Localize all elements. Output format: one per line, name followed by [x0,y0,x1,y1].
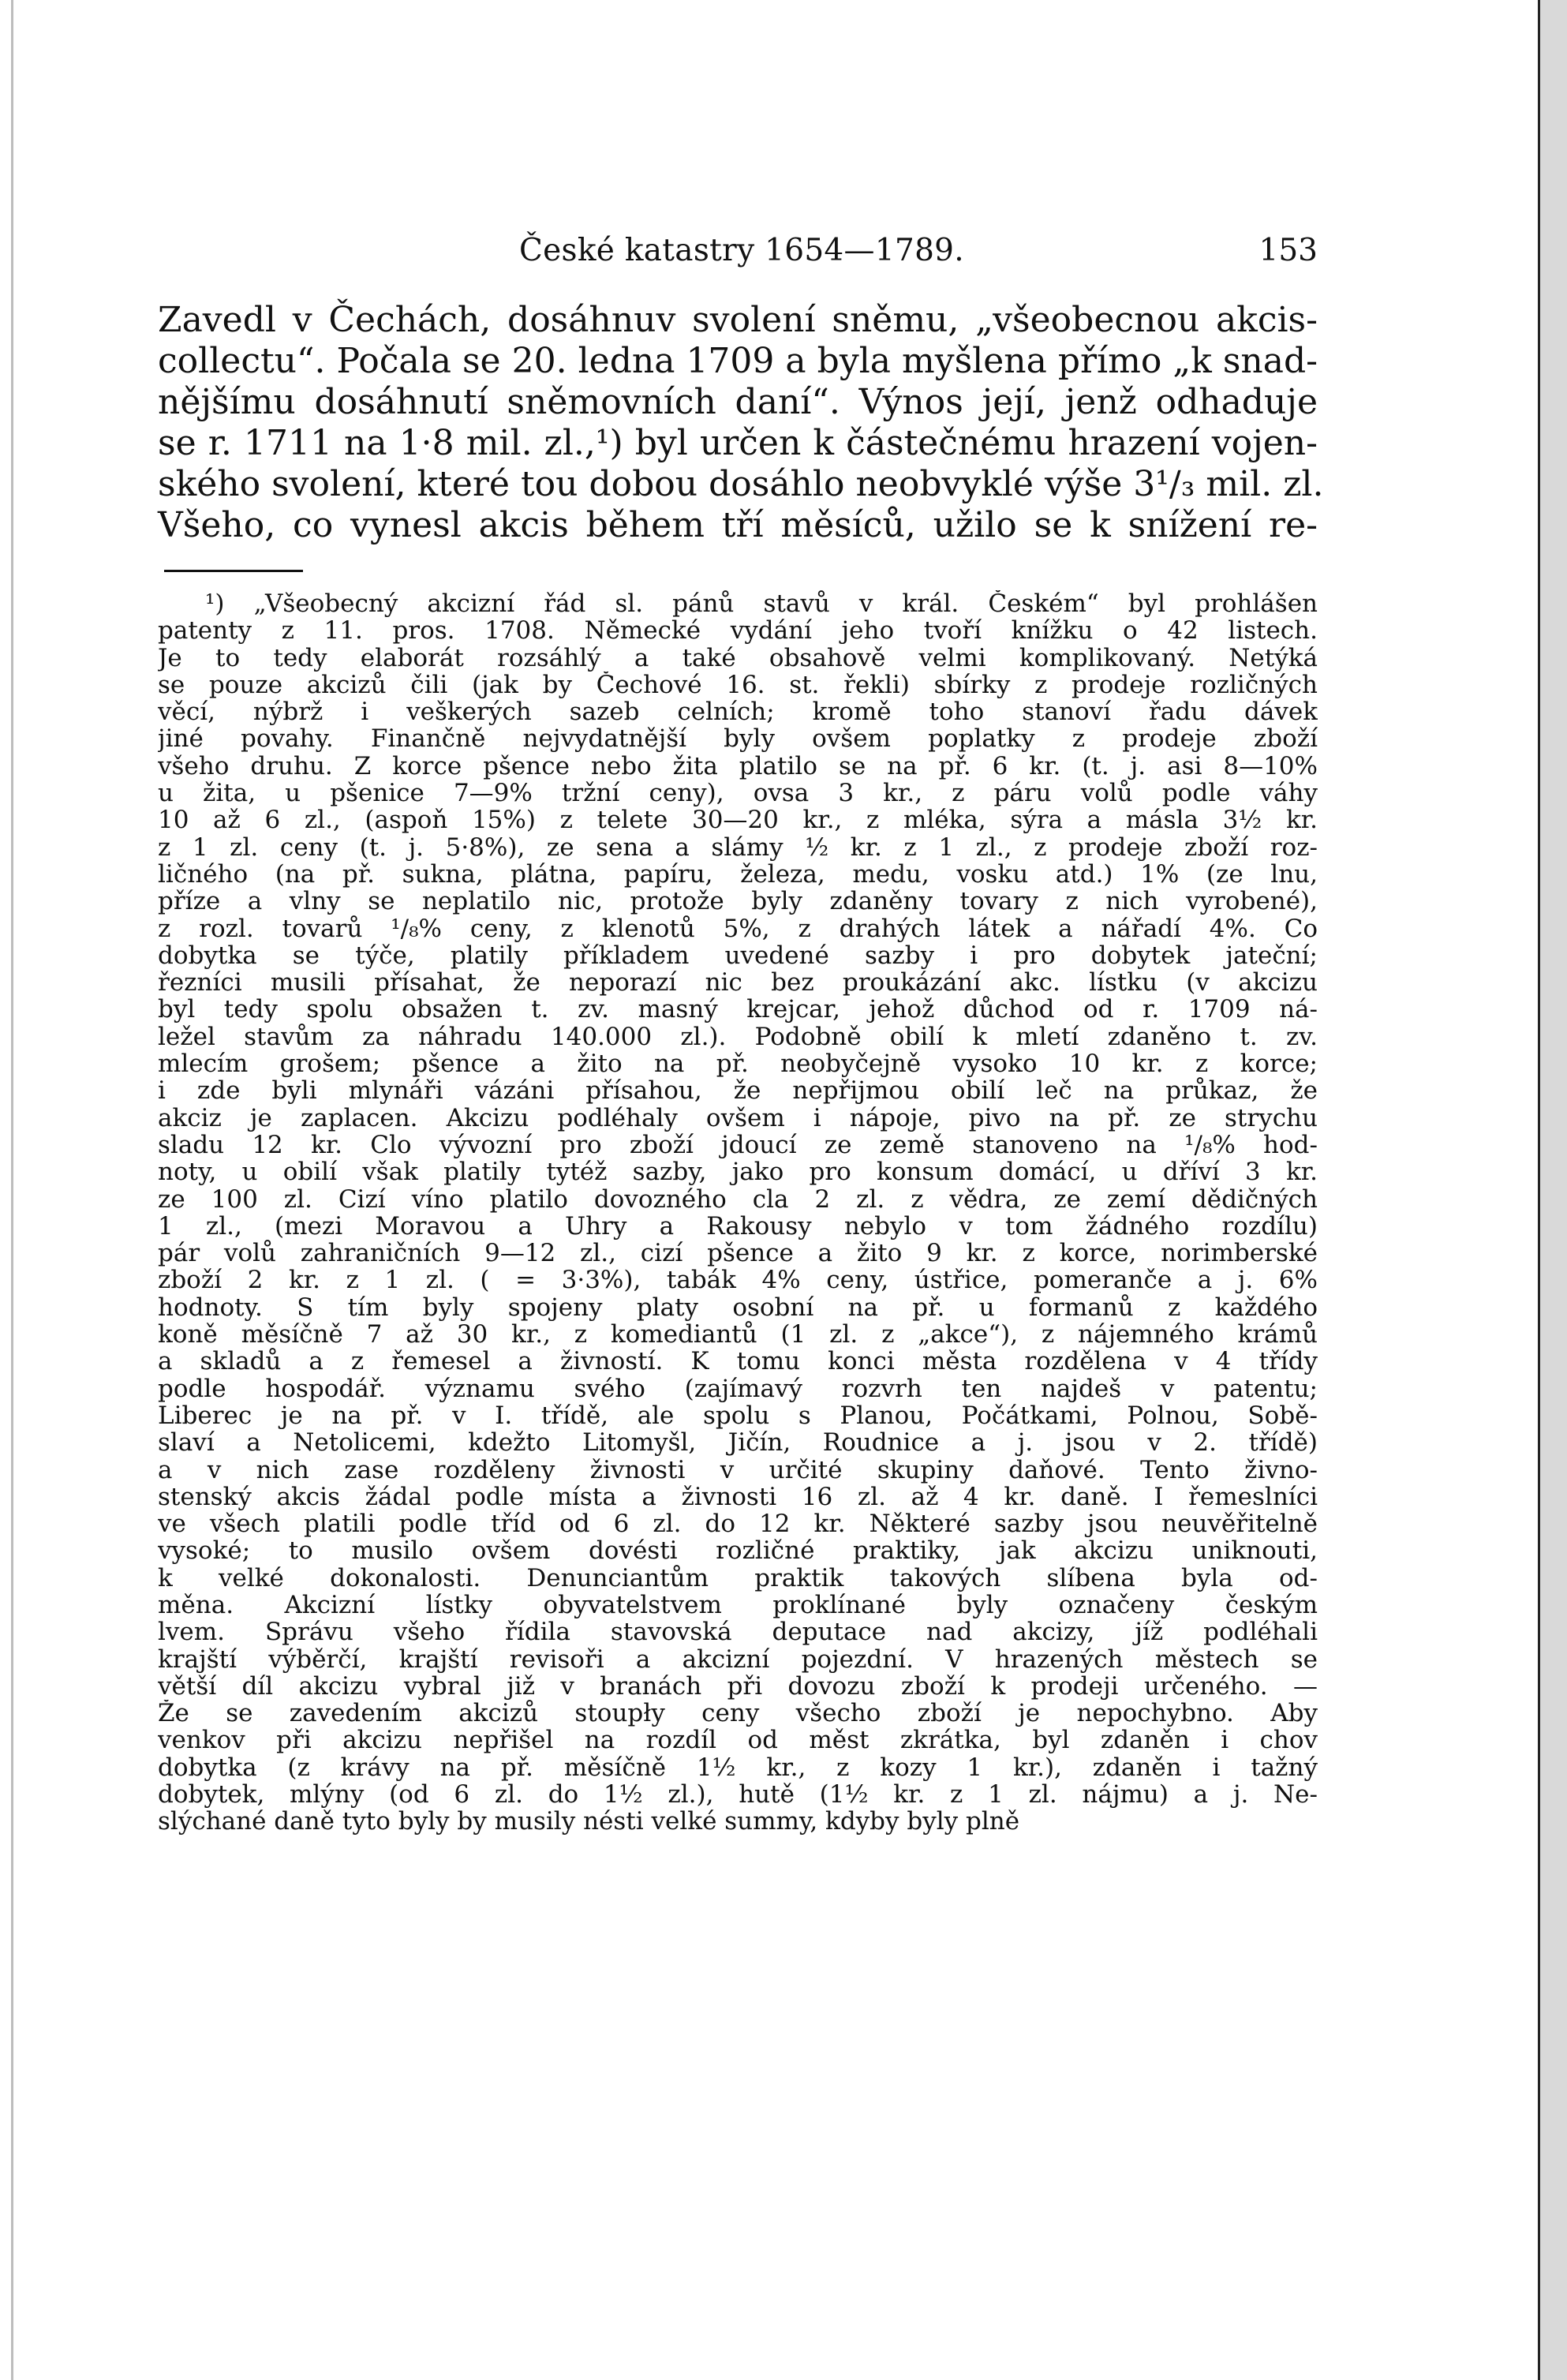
footnote-line: k velké dokonalosti. Denunciantům praktik takových slíbena byla od- [158,1564,1318,1592]
footnote-line: se pouze akcizů čili (jak by Čechové 16. st. řekli) sbírky z prodeje rozličných [158,671,1318,699]
footnote-line: ze 100 zl. Cizí víno platilo dovozného cla 2 zl. z vědra, ze zemí dědičných [158,1185,1318,1213]
text-line: ského svolení, které tou dobou dosáhlo neobvyklé výše 3¹/₃ mil. zl. [158,464,1324,504]
footnote-line: koně měsíčně 7 až 30 kr., z komediantů (1 zl. z „akce“), z nájemného krámů [158,1321,1318,1349]
footnote-line: věcí, nýbrž i veškerých sazeb celních; kromě toho stanoví řadu dávek [158,698,1318,726]
footnote-line: venkov při akcizu nepřišel na rozdíl od měst zkrátka, byl zdaněn i chov [158,1727,1318,1754]
footnote-line: ve všech platili podle tříd od 6 zl. do 12 kr. Některé sazby jsou neuvěřitelně [158,1510,1318,1538]
footnote-line: byl tedy spolu obsažen t. zv. masný krejcar, jehož důchod od r. 1709 ná- [158,996,1318,1023]
page-header [166,233,1318,280]
footnote-line: z rozl. tovarů ¹/₈% ceny, z klenotů 5%, z drahých látek a nářadí 4%. Co [158,915,1318,942]
footnote-separator [164,570,303,572]
footnote-line: měna. Akcizní lístky obyvatelstvem proklínané byly označeny českým [158,1591,1318,1619]
footnote-line: dobytka (z krávy na př. měsíčně 1½ kr., z kozy 1 kr.), zdaněn i tažný [158,1753,1318,1782]
footnote-line: sladu 12 kr. Clo vývozní pro zboží jdoucí ze země stanoveno na ¹/₈% hod- [158,1131,1318,1159]
footnote-line: Že se zavedením akcizů stoupły ceny všecho zboží je nepochybno. Aby [158,1700,1318,1727]
footnote-line: příze a vlny se neplatilo nic, protože byly zdaněny tovary z nich vyrobené), [158,888,1318,915]
scan-edge [11,0,13,2380]
main-text [158,300,1324,546]
page-number: 153 [1258,233,1318,268]
footnote-line: u žita, u pšenice 7—9% tržní ceny), ovsa 3 kr., z páru volů podle váhy [158,780,1318,807]
footnote-line: ležel stavům za náhradu 140.000 zl.). Podobně obilí k mletí zdaněno t. zv. [158,1023,1318,1051]
footnote-line: stenský akcis žádal podle místa a živnosti 16 zl. až 4 kr. daně. I řemeslníci [158,1483,1318,1511]
footnote-line: slaví a Netolicemi, kdežto Litomyšl, Jičín, Roudnice a j. jsou v 2. třídě) [158,1429,1318,1457]
footnote-line: a skladů a z řemesel a živností. K tomu konci města rozdělena v 4 třídy [158,1348,1318,1375]
footnote-line: 1 zl., (mezi Moravou a Uhry a Rakousy nebylo v tom žádného rozdílu) [158,1212,1318,1241]
footnote-line: dobytka se týče, platily příkladem uvedené sazby i pro dobytek jateční; [158,941,1318,970]
footnote-line: a v nich zase rozděleny živnosti v určité skupiny daňové. Tento živno- [158,1456,1318,1484]
footnote-line: Je to tedy elaborát rozsáhlý a také obsahově velmi komplikovaný. Netýká [158,644,1318,672]
footnote [158,590,1318,1836]
footnote-line: zboží 2 kr. z 1 zl. ( = 3·3%), tabák 4% ceny, ústřice, pomeranče a j. 6% [158,1267,1318,1294]
footnote-line: krajští výběrčí, krajští revisoři a akcizní pojezdní. V hrazených městech se [158,1645,1318,1673]
footnote-line: jiné povahy. Finančně nejvydatnější byly ovšem poplatky z prodeje zboží [158,725,1318,753]
text-line: nějšímu dosáhnutí sněmovních daní“. Výnos její, jenž odhaduje [158,382,1318,422]
text-line: Zavedl v Čechách, dosáhnuv svolení sněmu, „všeobecnou akcis- [158,300,1318,340]
footnote-line: z 1 zl. ceny (t. j. 5·8%), ze sena a slámy ½ kr. z 1 zl., z prodeje zboží roz- [158,833,1318,861]
footnote-line: podle hospodář. významu svého (zajímavý rozvrh ten najdeš v patentu; [158,1375,1318,1402]
footnote-first-line [158,590,1318,617]
footnote-line: dobytek, mlýny (od 6 zl. do 1½ zl.), hutě (1½ kr. z 1 zl. nájmu) a j. Ne- [158,1781,1318,1809]
footnote-line: hodnoty. S tím byly spojeny platy osobní na př. u formanů z každého [158,1293,1318,1322]
text-line: se r. 1711 na 1·8 mil. zl.,¹) byl určen k částečnému hrazení vojen- [158,423,1318,463]
footnote-line: lvem. Správu všeho řídila stavovská deputace nad akcizy, jíž podléhali [158,1618,1318,1646]
running-title: České katastry 1654—1789. [518,233,964,268]
footnote-line: větší díl akcizu vybral již v branách při dovozu zboží k prodeji určeného. — [158,1672,1318,1701]
footnote-line: vysoké; to musilo ovšem dovésti rozličné praktiky, jak akcizu uniknouti, [158,1537,1318,1565]
text-line: Všeho, co vynesl akcis během tří měsíců, užilo se k snížení re- [158,505,1318,545]
footnote-line: patenty z 11. pros. 1708. Německé vydání jeho tvoří knížku o 42 listech. [158,617,1318,645]
footnote-line: řezníci musili přísahat, že neporazí nic bez proukázání akc. lístku (v akcizu [158,969,1318,997]
footnote-line: „Všeobecný akcizní řád sl. pánů stavů v král. Českém“ byl prohlášen [253,590,1318,618]
footnote-line: noty, u obilí však platily tytéž sazby, jako pro konsum domácí, u dříví 3 kr. [158,1158,1318,1186]
footnote-line: ličného (na př. sukna, plátna, papíru, železa, medu, vosku atd.) 1% (ze lnu, [158,860,1318,889]
footnote-line: slýchané daně tyto byly by musily nésti velké summy, kdyby byly plně [158,1808,1020,1836]
text-line: collectu“. Počala se 20. ledna 1709 a byla myšlena přímo „k snad- [158,341,1318,381]
footnote-line: 10 až 6 zl., (aspoň 15%) z telete 30—20 kr., z mléka, sýra a másla 3½ kr. [158,806,1318,834]
footnote-line: i zde byli mlynáři vázáni přísahou, že nepřijmou obilí leč na průkaz, že [158,1077,1318,1105]
footnote-marker: ¹) [205,590,225,618]
footnote-line: Liberec je na př. v I. třídě, ale spolu s Planou, Počátkami, Polnou, Sobě- [158,1401,1318,1430]
footnote-line: mlecím grošem; pšence a žito na př. neobyčejně vysoko 10 kr. z korce; [158,1050,1318,1078]
footnote-line: akciz je zaplacen. Akcizu podléhaly ovšem i nápoje, pivo na př. ze strychu [158,1104,1318,1132]
footnote-line: všeho druhu. Z korce pšence nebo žita platilo se na př. 6 kr. (t. j. asi 8—10% [158,752,1318,780]
footnote-line: pár volů zahraničních 9—12 zl., cizí pšence a žito 9 kr. z korce, norimberské [158,1240,1318,1267]
